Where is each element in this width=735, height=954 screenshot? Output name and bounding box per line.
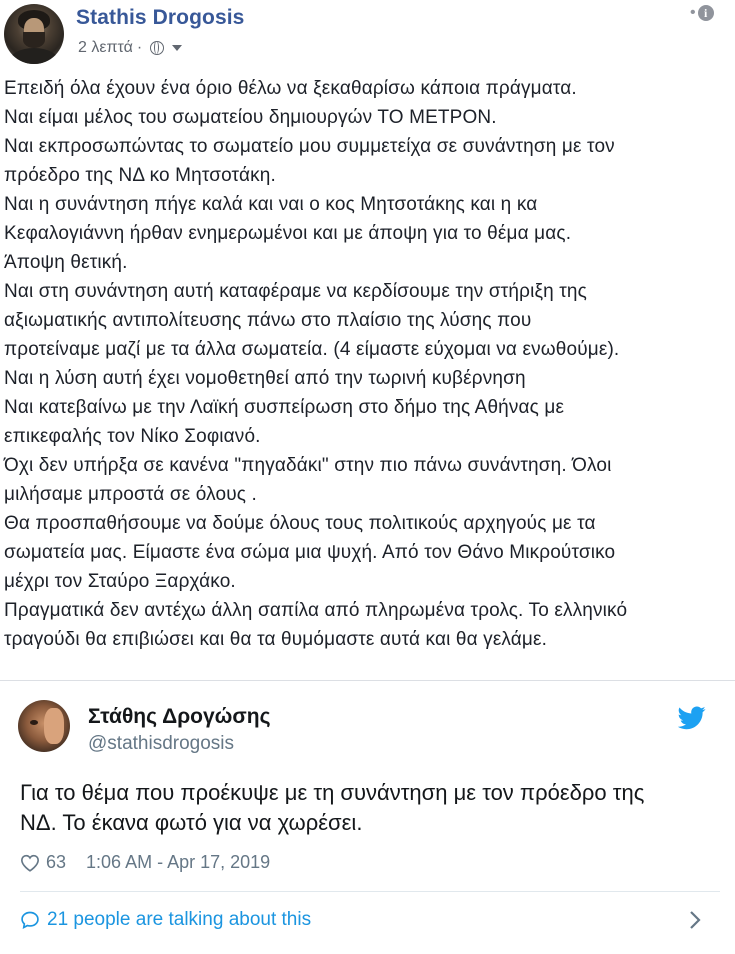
post-line: αξιωματικής αντιπολίτευσης πάνω στο πλαίσιο της λύσης που	[4, 310, 532, 331]
post-options[interactable]	[690, 4, 714, 22]
chevron-right-icon[interactable]	[688, 909, 702, 931]
post-line: Θα προσπαθήσουμε να δούμε όλους τους πολιτικούς αρχηγούς με τα	[4, 513, 596, 534]
tweet-divider	[20, 891, 720, 892]
embedded-tweet	[0, 686, 735, 954]
post-line: πρόεδρο της ΝΔ κο Μητσοτάκη.	[4, 165, 276, 186]
tweet-line: ΝΔ. Το έκανα φωτό για να χωρέσει.	[20, 810, 363, 835]
meta-separator: ·	[136, 39, 143, 56]
post-line: Όχι δεν υπήρξα σε κανένα "πηγαδάκι" στην πιο πάνω συνάντηση. Όλοι	[4, 455, 612, 476]
post-line: Κεφαλογιάννη ήρθαν ενημερωμένοι και με άποψη για το θέμα μας.	[4, 223, 572, 244]
post-line: Ναι η συνάντηση πήγε καλά και ναι ο κος Μητσοτάκης και η κα	[4, 194, 538, 215]
post-line: Πραγματικά δεν αντέχω άλλη σαπίλα από πληρωμένα τρολς. Το ελληνικό	[4, 600, 628, 621]
post-line: επικεφαλής τον Νίκο Σοφιανό.	[4, 426, 261, 447]
info-icon[interactable]: i	[698, 5, 714, 21]
author-name[interactable]: Stathis Drogosis	[76, 6, 245, 29]
post-line: Επειδή όλα έχουν ένα όριο θέλω να ξεκαθαρίσω κάποια πράγματα.	[4, 78, 577, 99]
tweet-avatar[interactable]	[18, 700, 70, 752]
post-meta	[78, 39, 182, 57]
post-line: Ναι κατεβαίνω με την Λαϊκή συσπείρωση στο δήμο της Αθήνας με	[4, 397, 565, 418]
post-line: σωματεία μας. Είμαστε ένα σώμα μια ψυχή. Από τον Θάνο Μικρούτσικο	[4, 542, 616, 563]
twitter-bird-icon[interactable]	[678, 706, 706, 730]
post-body	[4, 74, 730, 654]
tweet-meta	[20, 852, 270, 873]
tweet-author-name[interactable]: Στάθης Δρογώσης	[88, 705, 271, 728]
like-count: 63	[46, 852, 67, 872]
heart-icon[interactable]	[20, 854, 40, 872]
tweet-line: Για το θέμα που προέκυψε με τη συνάντηση με τον πρόεδρο της	[20, 780, 645, 805]
post-line: Άποψη θετική.	[4, 252, 128, 273]
chevron-down-icon[interactable]	[172, 45, 182, 51]
post-line: μέχρι τον Σταύρο Ξαρχάκο.	[4, 571, 236, 592]
post-line: Ναι είμαι μέλος του σωματείου δημιουργών ΤΟ ΜΕΤΡΟΝ.	[4, 107, 497, 128]
tweet-text	[20, 778, 720, 838]
talking-count: 21 people are talking about this	[47, 909, 312, 930]
post-line: Ναι εκπροσωπώντας το σωματείο μου συμμετείχα σε συνάντηση με τον	[4, 136, 615, 157]
author-avatar[interactable]	[4, 4, 64, 64]
post-line: τραγούδι θα επιβιώσει και θα τα θυμόμαστε αυτά και θα γελάμε.	[4, 629, 548, 650]
post-line: Ναι στη συνάντηση αυτή καταφέραμε να κερδίσουμε την στήριξη της	[4, 281, 587, 302]
tweet-author-handle[interactable]: @stathisdrogosis	[88, 733, 235, 754]
post-line: μιλήσαμε μπροστά σε όλους .	[4, 484, 257, 505]
post-time[interactable]: 2 λεπτά	[78, 39, 133, 56]
tweet-conversation-link[interactable]	[20, 909, 720, 931]
speech-bubble-icon	[20, 910, 40, 930]
post-line: Ναι η λύση αυτή έχει νομοθετηθεί από την τωρινή κυβέρνηση	[4, 368, 526, 389]
post-line: προτείναμε μαζί με τα άλλα σωματεία. (4 είμαστε εύχομαι να ενωθούμε).	[4, 339, 620, 360]
globe-icon	[150, 41, 164, 55]
tweet-timestamp[interactable]: 1:06 AM - Apr 17, 2019	[86, 852, 271, 872]
options-dot: •	[690, 4, 696, 21]
